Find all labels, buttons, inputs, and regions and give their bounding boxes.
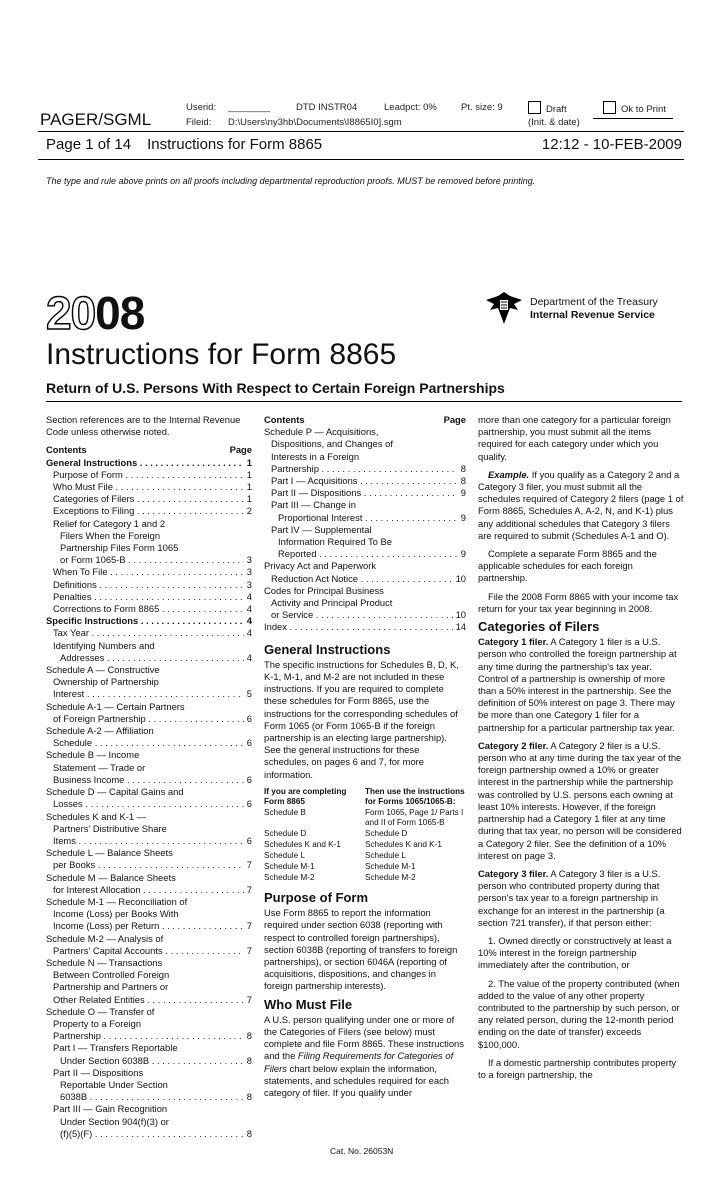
toc-header: Contents Page bbox=[264, 414, 466, 425]
toc-entry: Items . . . 6 bbox=[46, 835, 252, 847]
userid-value: ________ bbox=[228, 102, 271, 113]
department bbox=[530, 296, 658, 322]
categories-heading: Categories of Filers bbox=[478, 619, 600, 635]
toc-entry: Dispositions, and Changes of bbox=[271, 438, 393, 450]
toc-entry: per Books . . . 7 bbox=[46, 859, 252, 871]
toc-entry: Filers When the Foreign bbox=[60, 529, 161, 541]
toc-entry: of Foreign Partnership . . . 6 bbox=[46, 713, 252, 725]
toc-entry: Partnership . . . 8 bbox=[46, 1030, 252, 1042]
toc-entry: Interest . . . 5 bbox=[46, 688, 252, 700]
purpose-text: Use Form 8865 to report the information required under section 6038 (reporting with respect to controlled foreign partnerships), section 6038B (reporting of transfers to foreign partnerships), or section 6046A (reporting of acquisitions, dispositions, and changes in foreign partnership interests). bbox=[264, 907, 458, 992]
toc-entry: Codes for Principal Business bbox=[264, 584, 384, 596]
toc-entry: Schedule N — Transactions bbox=[46, 956, 163, 968]
toc-entry: Schedule A-2 — Affiliation bbox=[46, 725, 154, 737]
toc-entry: Ownership of Partnership bbox=[53, 676, 159, 688]
toc-entry: Proportional Interest . . . 9 bbox=[264, 512, 466, 524]
toc-entry: Part III — Gain Recognition bbox=[53, 1103, 168, 1115]
table-head-left: If you are completing Form 8865 bbox=[264, 786, 347, 806]
who-must-file-text: A U.S. person qualifying under one or more of the Categories of Filers (see below) must complete and file Form 8865. These instructions and the Filing Requirements for Categories of Filers chart below explain the information, statements, and schedules required for each category of filer. If you qualify under bbox=[264, 1013, 464, 1098]
fileid-value: D:\Users\ny3hb\Documents\I8865I0].sgm bbox=[228, 117, 402, 128]
toc-entry: Schedule M — Balance Sheets bbox=[46, 871, 176, 883]
toc-entry: Schedule D — Capital Gains and bbox=[46, 786, 184, 798]
table-row: Schedule M-1 Schedule M-1 bbox=[264, 861, 416, 871]
para-1: more than one category for a particular foreign partnership, you must submit all the items required for each category under which you qualify. bbox=[478, 414, 671, 462]
toc-entry: Losses . . . 6 bbox=[46, 798, 252, 810]
column-1 bbox=[46, 414, 252, 1140]
leadpct-text: Leadpct: 0% bbox=[384, 102, 437, 113]
toc-entry: Identifying Numbers and bbox=[53, 639, 155, 651]
toc-entry: Partnership Files Form 1065 bbox=[60, 542, 179, 554]
toc-entry: Partnership . . . 8 bbox=[264, 463, 466, 475]
toc-entry: Part I — Acquisitions . . . 8 bbox=[264, 475, 466, 487]
toc-entry: Part I — Transfers Reportable bbox=[53, 1042, 178, 1054]
toc-entry: Index . . . 14 bbox=[264, 621, 466, 633]
toc-entry: Partnership and Partners or bbox=[53, 981, 169, 993]
toc-entry: Privacy Act and Paperwork bbox=[264, 560, 377, 572]
title-rule bbox=[46, 401, 682, 402]
toc-entry: Part II — Dispositions bbox=[53, 1066, 144, 1078]
para-4: If a domestic partnership contributes property to a foreign partnership, the bbox=[478, 1056, 677, 1080]
dept-treasury: Department of the Treasury bbox=[530, 296, 658, 308]
toc-entry: Part II — Dispositions . . . 9 bbox=[264, 487, 466, 499]
page-subtitle: Return of U.S. Persons With Respect to Certain Foreign Partnerships bbox=[46, 380, 505, 396]
page-title: Instructions for Form 8865 bbox=[46, 338, 397, 371]
toc-entry: Schedule B — Income bbox=[46, 749, 140, 761]
toc-entry: for Interest Allocation . . . 7 bbox=[46, 884, 252, 896]
purpose-heading: Purpose of Form bbox=[264, 889, 369, 905]
table-row: Schedule L Schedule L bbox=[264, 850, 406, 860]
list-item: 1. Owned directly or constructively at least a 10% interest in the foreign partnership immediately after the contribution, or bbox=[478, 934, 672, 971]
toc-entry: Exceptions to Filing . . . 2 bbox=[46, 505, 252, 517]
toc-entry: Who Must File . . . 1 bbox=[46, 481, 252, 493]
toc-entry: Reported . . . 9 bbox=[264, 548, 466, 560]
fileid-label: Fileid: bbox=[186, 117, 212, 128]
page-of: Page 1 of 14 Instructions for Form 8865 bbox=[46, 136, 323, 153]
toc-entry: When To File . . . 3 bbox=[46, 566, 252, 578]
intro-text: Section references are to the Internal Revenue Code unless otherwise noted. bbox=[46, 414, 241, 438]
toc-entry: Schedules K and K-1 — bbox=[46, 810, 147, 822]
ok-to-print-label: Ok to Print bbox=[621, 104, 666, 115]
toc-entry: Schedule . . . 6 bbox=[46, 737, 252, 749]
toc-entry: Part IV — Supplemental bbox=[271, 523, 372, 535]
list-item: 2. The value of the property contributed (when added to the value of any other property contributed to the partnership by such person, or any related person, during the 12-month period ending on the date of transfer) exceeds $100,000. bbox=[478, 977, 680, 1050]
toc-entry: Property to a Foreign bbox=[53, 1017, 142, 1029]
category-1-para: Category 1 filer. A Category 1 filer is a U.S. person who controlled the foreign partnership at any time during the partnership's tax year. Control of a partnership is ownership of more than a 50% interest in the partnership. See the definition of 50% interest on page 3. There may be more than one Category 1 filer for a partnership for a particular partnership tax year. bbox=[478, 636, 677, 733]
para-3: File the 2008 Form 8865 with your income tax return for your tax year beginning in 2008. bbox=[478, 590, 679, 614]
toc-entry: Relief for Category 1 and 2 bbox=[53, 517, 166, 529]
checkbox-icon bbox=[528, 101, 541, 114]
who-must-file-heading: Who Must File bbox=[264, 996, 353, 1012]
toc-entry: Statement — Trade or bbox=[53, 761, 146, 773]
proof-note: The type and rule above prints on all proofs including departmental reproduction proofs. MUST be removed before printing. bbox=[46, 176, 536, 186]
toc-entry: 6038B . . . 8 bbox=[46, 1091, 252, 1103]
draft-label: Draft bbox=[546, 104, 567, 115]
toc-entry: Between Controlled Foreign bbox=[53, 969, 170, 981]
toc-entry: Other Related Entities . . . 7 bbox=[46, 994, 252, 1006]
toc-entry: Under Section 6038B . . . 8 bbox=[46, 1055, 252, 1067]
toc-entry: Under Section 904(f)(3) or bbox=[60, 1115, 169, 1127]
toc-entry: Specific Instructions . . . 4 bbox=[46, 615, 252, 627]
irs-eagle-icon bbox=[484, 290, 524, 331]
toc-entry: General Instructions . . . 1 bbox=[46, 457, 252, 469]
toc-entry: Partners' Distributive Share bbox=[53, 822, 167, 834]
header-rule-bottom bbox=[38, 159, 684, 160]
irs-name: Internal Revenue Service bbox=[530, 309, 655, 321]
toc-entry: Partners' Capital Accounts . . . 7 bbox=[46, 945, 252, 957]
toc-entry: Purpose of Form . . . 1 bbox=[46, 469, 252, 481]
column-3 bbox=[478, 414, 684, 1087]
toc-2 bbox=[264, 414, 466, 634]
toc-entry: Business Income . . . 6 bbox=[46, 774, 252, 786]
userid-label: Userid: bbox=[186, 102, 217, 113]
category-2-para: Category 2 filer. A Category 2 filer is a U.S. person who at any time during the tax year of the foreign partnership owned a 10% or greater interest in the partnership while the partnership was controlled by U.S. persons each owning at least 10% interests. However, if the foreign partnership had a Category 1 filer at any time during that tax year, no person will be considered a Category 2 filer. See the definition of a 10% interest on page 3. bbox=[478, 739, 682, 861]
table-row: Schedule B Form 1065, Page 1/ Parts I and II of Form 1065-B bbox=[264, 807, 464, 827]
checkbox-icon bbox=[603, 101, 616, 114]
column-2 bbox=[264, 414, 466, 1105]
table-head-right: Then use the instructions for Forms 1065/1065-B: bbox=[365, 786, 465, 806]
toc-entry: Categories of Filers . . . 1 bbox=[46, 493, 252, 505]
init-date: (Init. & date) bbox=[528, 117, 580, 128]
general-instructions-text: The specific instructions for Schedules B, D, K, K-1, M-1, and M-2 are not included in these instructions. If you are required to complete these schedules for Form 8865, use the instructions for the corresponding schedules of Form 1065 (or Form 1065-B if the foreign partnership is an electing large partnership). See the general instructions for these schedules, on pages 6 and 7, for more information. bbox=[264, 658, 459, 780]
catalog-number: Cat. No. 26053N bbox=[330, 1146, 394, 1156]
toc-1 bbox=[46, 444, 252, 1140]
toc-entry: Schedule M-2 — Analysis of bbox=[46, 932, 164, 944]
dtd-text: DTD INSTR04 bbox=[296, 102, 358, 113]
draft-checkbox[interactable] bbox=[528, 101, 567, 115]
toc-entry: Schedule A-1 — Certain Partners bbox=[46, 700, 185, 712]
toc-entry: Part III — Change in bbox=[271, 499, 356, 511]
toc-entry: Schedule M-1 — Reconciliation of bbox=[46, 895, 188, 907]
ptsize-text: Pt. size: 9 bbox=[461, 102, 503, 113]
tax-year: 2008 bbox=[46, 287, 145, 339]
header-rule-top bbox=[38, 131, 684, 132]
toc-entry: Definitions . . . 3 bbox=[46, 579, 252, 591]
toc-entry: Addresses . . . 4 bbox=[46, 652, 252, 664]
table-row: Schedule M-2 Schedule M-2 bbox=[264, 872, 416, 882]
toc-entry: Reduction Act Notice . . . 10 bbox=[264, 573, 466, 585]
toc-entry: Schedule L — Balance Sheets bbox=[46, 847, 173, 859]
general-instructions-heading: General Instructions bbox=[264, 641, 391, 657]
toc-entry: Reportable Under Section bbox=[60, 1078, 168, 1090]
timestamp: 12:12 - 10-FEB-2009 bbox=[541, 136, 682, 153]
toc-entry: Income (Loss) per Return . . . 7 bbox=[46, 920, 252, 932]
toc-entry: Activity and Principal Product bbox=[271, 597, 393, 609]
toc-entry: Penalties . . . 4 bbox=[46, 591, 252, 603]
toc-entry: or Form 1065-B . . . 3 bbox=[46, 554, 252, 566]
toc-entry: Income (Loss) per Books With bbox=[53, 908, 179, 920]
toc-entry: Schedule O — Transfer of bbox=[46, 1005, 155, 1017]
table-row: Schedules K and K-1 Schedules K and K-1 bbox=[264, 839, 442, 849]
toc-entry: Interests in a Foreign bbox=[271, 450, 360, 462]
toc-header: Contents Page bbox=[46, 444, 252, 456]
toc-entry: (f)(5)(F) . . . 8 bbox=[46, 1128, 252, 1140]
category-3-para: Category 3 filer. A Category 3 filer is a U.S. person who contributed property during that person's tax year to a foreign partnership in exchange for an interest in the partnership (a section 721 transfer), if that person either: bbox=[478, 867, 665, 928]
signature-line bbox=[593, 118, 673, 119]
para-2: Complete a separate Form 8865 and the applicable schedules for each foreign partnership. bbox=[478, 548, 657, 584]
schedule-table bbox=[264, 787, 466, 884]
table-row: Schedule D Schedule D bbox=[264, 828, 408, 838]
toc-entry: Corrections to Form 8865 . . . 4 bbox=[46, 603, 252, 615]
ok-to-print-checkbox[interactable] bbox=[603, 101, 666, 115]
toc-entry: Tax Year . . . 4 bbox=[46, 627, 252, 639]
example-para: Example. If you qualify as a Category 2 and a Category 3 filer, you must submit all the schedules required of Category 2 filers (page 1 of Form 8865, Schedules A, A-2, N, and K-1) plus any additional schedules that Category 3 filers are required to submit (Schedules A-1 and O). bbox=[478, 468, 684, 541]
toc-entry: or Service . . . 10 bbox=[264, 609, 466, 621]
toc-entry: Information Required To Be bbox=[278, 536, 392, 548]
toc-entry: Schedule P — Acquisitions, bbox=[264, 426, 379, 438]
pager-sgml: PAGER/SGML bbox=[40, 110, 152, 129]
toc-entry: Schedule A — Constructive bbox=[46, 664, 160, 676]
instr-for: Instructions for Form 8865 bbox=[147, 136, 323, 153]
